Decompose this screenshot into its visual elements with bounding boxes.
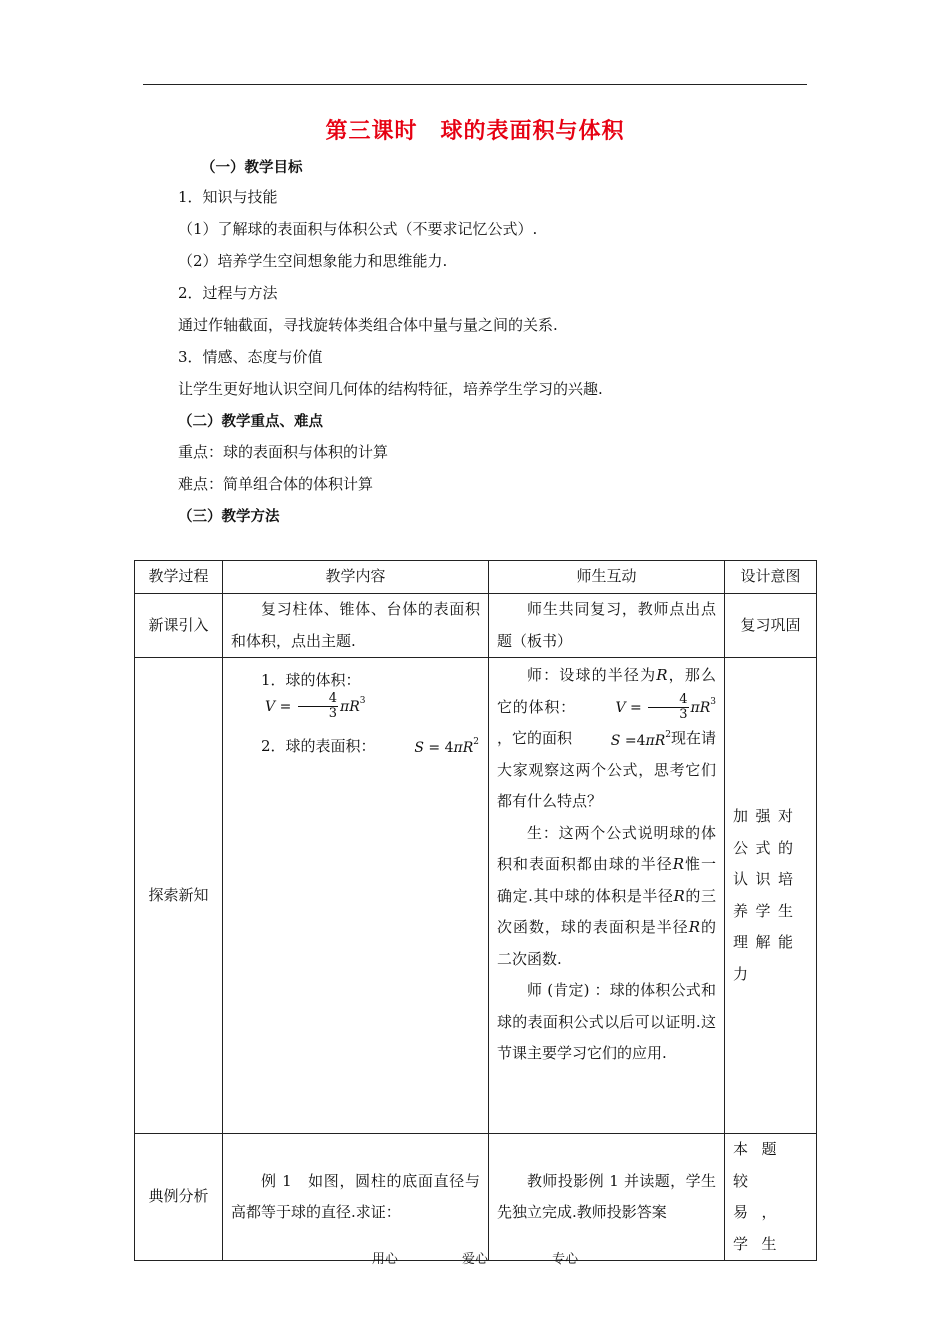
volume-formula-line: 1．球的体积： V = $\frac{4}{3}$ $\pi R^3$ xyxy=(231,668,480,722)
text-line: 重点：球的表面积与体积的计算 xyxy=(178,443,389,461)
table-row xyxy=(135,658,817,1134)
table-header-row xyxy=(135,561,817,594)
text-line: 难点：简单组合体的体积计算 xyxy=(178,475,374,493)
header-cell: 师生互动 xyxy=(489,561,725,594)
header-cell: 教学内容 xyxy=(223,561,489,594)
content-cell: 例 1 如图，圆柱的底面直径与高都等于球的直径.求证： xyxy=(223,1134,489,1261)
stage-cell: 探索新知 xyxy=(135,658,223,1134)
page-title: 第三课时 球的表面积与体积 xyxy=(325,119,625,144)
text-line: 2．过程与方法 xyxy=(178,284,278,302)
text-line: 1．知识与技能 xyxy=(178,188,278,206)
interaction-cell xyxy=(489,658,725,1134)
content-cell: 复习柱体、锥体、台体的表面积和体积，点出主题. xyxy=(223,594,489,658)
header-cell: 教学过程 xyxy=(135,561,223,594)
table-row xyxy=(135,1134,817,1261)
section-heading-key-points: （二）教学重点、难点 xyxy=(178,414,323,430)
header-rule xyxy=(143,84,807,85)
paragraph: 师：设球的半径为R，那么它的体积： V = $\frac{4}{3}$ $\pi R^3$，它的面积 $S =4\pi R^2$现在请大家观察这两个公式，思考它们都有什么特点？ xyxy=(497,666,716,810)
paragraph: 生：这两个公式说明球的体积和表面积都由球的半径R惟一确定.其中球的体积是半径R的三次函数，球的表面积是半径R的二次函数. xyxy=(497,823,716,968)
footer-text: 专心 xyxy=(552,1252,579,1267)
paragraph: 师 (肯定) ：球的体积公式和球的表面积公式以后可以证明.这节课主要学习它们的应用. xyxy=(497,981,716,1062)
header-cell: 设计意图 xyxy=(725,561,817,594)
interaction-cell: 教师投影例 1 并读题，学生先独立完成.教师投影答案 xyxy=(489,1134,725,1261)
area-formula: $S =4\pi R^2$ xyxy=(610,729,671,749)
text-line: 让学生更好地认识空间几何体的结构特征，培养学生学习的兴趣. xyxy=(178,380,603,398)
footer xyxy=(0,1248,950,1267)
text-line: 通过作轴截面，寻找旋转体类组合体中量与量之间的关系. xyxy=(178,316,558,334)
text-line: （1）了解球的表面积与体积公式（不要求记忆公式）. xyxy=(178,220,538,238)
volume-formula: V = $\frac{4}{3}$ $\pi R^3$ xyxy=(615,691,716,722)
area-formula-line: 2．球的表面积： $S = 4\pi R^2$ xyxy=(261,736,479,757)
section-heading-objectives: （一）教学目标 xyxy=(201,160,303,176)
table-row xyxy=(135,594,817,658)
intent-cell: 本题较易，学生 xyxy=(725,1134,817,1261)
section-heading-methods: （三）教学方法 xyxy=(178,509,280,525)
footer-text: 爱心 xyxy=(461,1252,488,1267)
footer-text: 用心 xyxy=(371,1252,398,1267)
interaction-cell: 师生共同复习，教师点出点题（板书） xyxy=(489,594,725,658)
lesson-table xyxy=(134,560,817,1261)
intent-cell: 复习巩固 xyxy=(725,594,817,658)
text-line: （2）培养学生空间想象能力和思维能力. xyxy=(178,252,448,270)
stage-cell: 典例分析 xyxy=(135,1134,223,1261)
stage-cell: 新课引入 xyxy=(135,594,223,658)
volume-formula: V = $\frac{4}{3}$ $\pi R^3$ xyxy=(265,691,366,722)
content-cell xyxy=(223,658,489,1134)
area-formula: $S = 4\pi R^2$ xyxy=(414,737,479,757)
text-line: 3．情感、态度与价值 xyxy=(178,348,323,366)
intent-cell: 加强对公式的认识培养学生理解能力 xyxy=(725,658,817,1134)
